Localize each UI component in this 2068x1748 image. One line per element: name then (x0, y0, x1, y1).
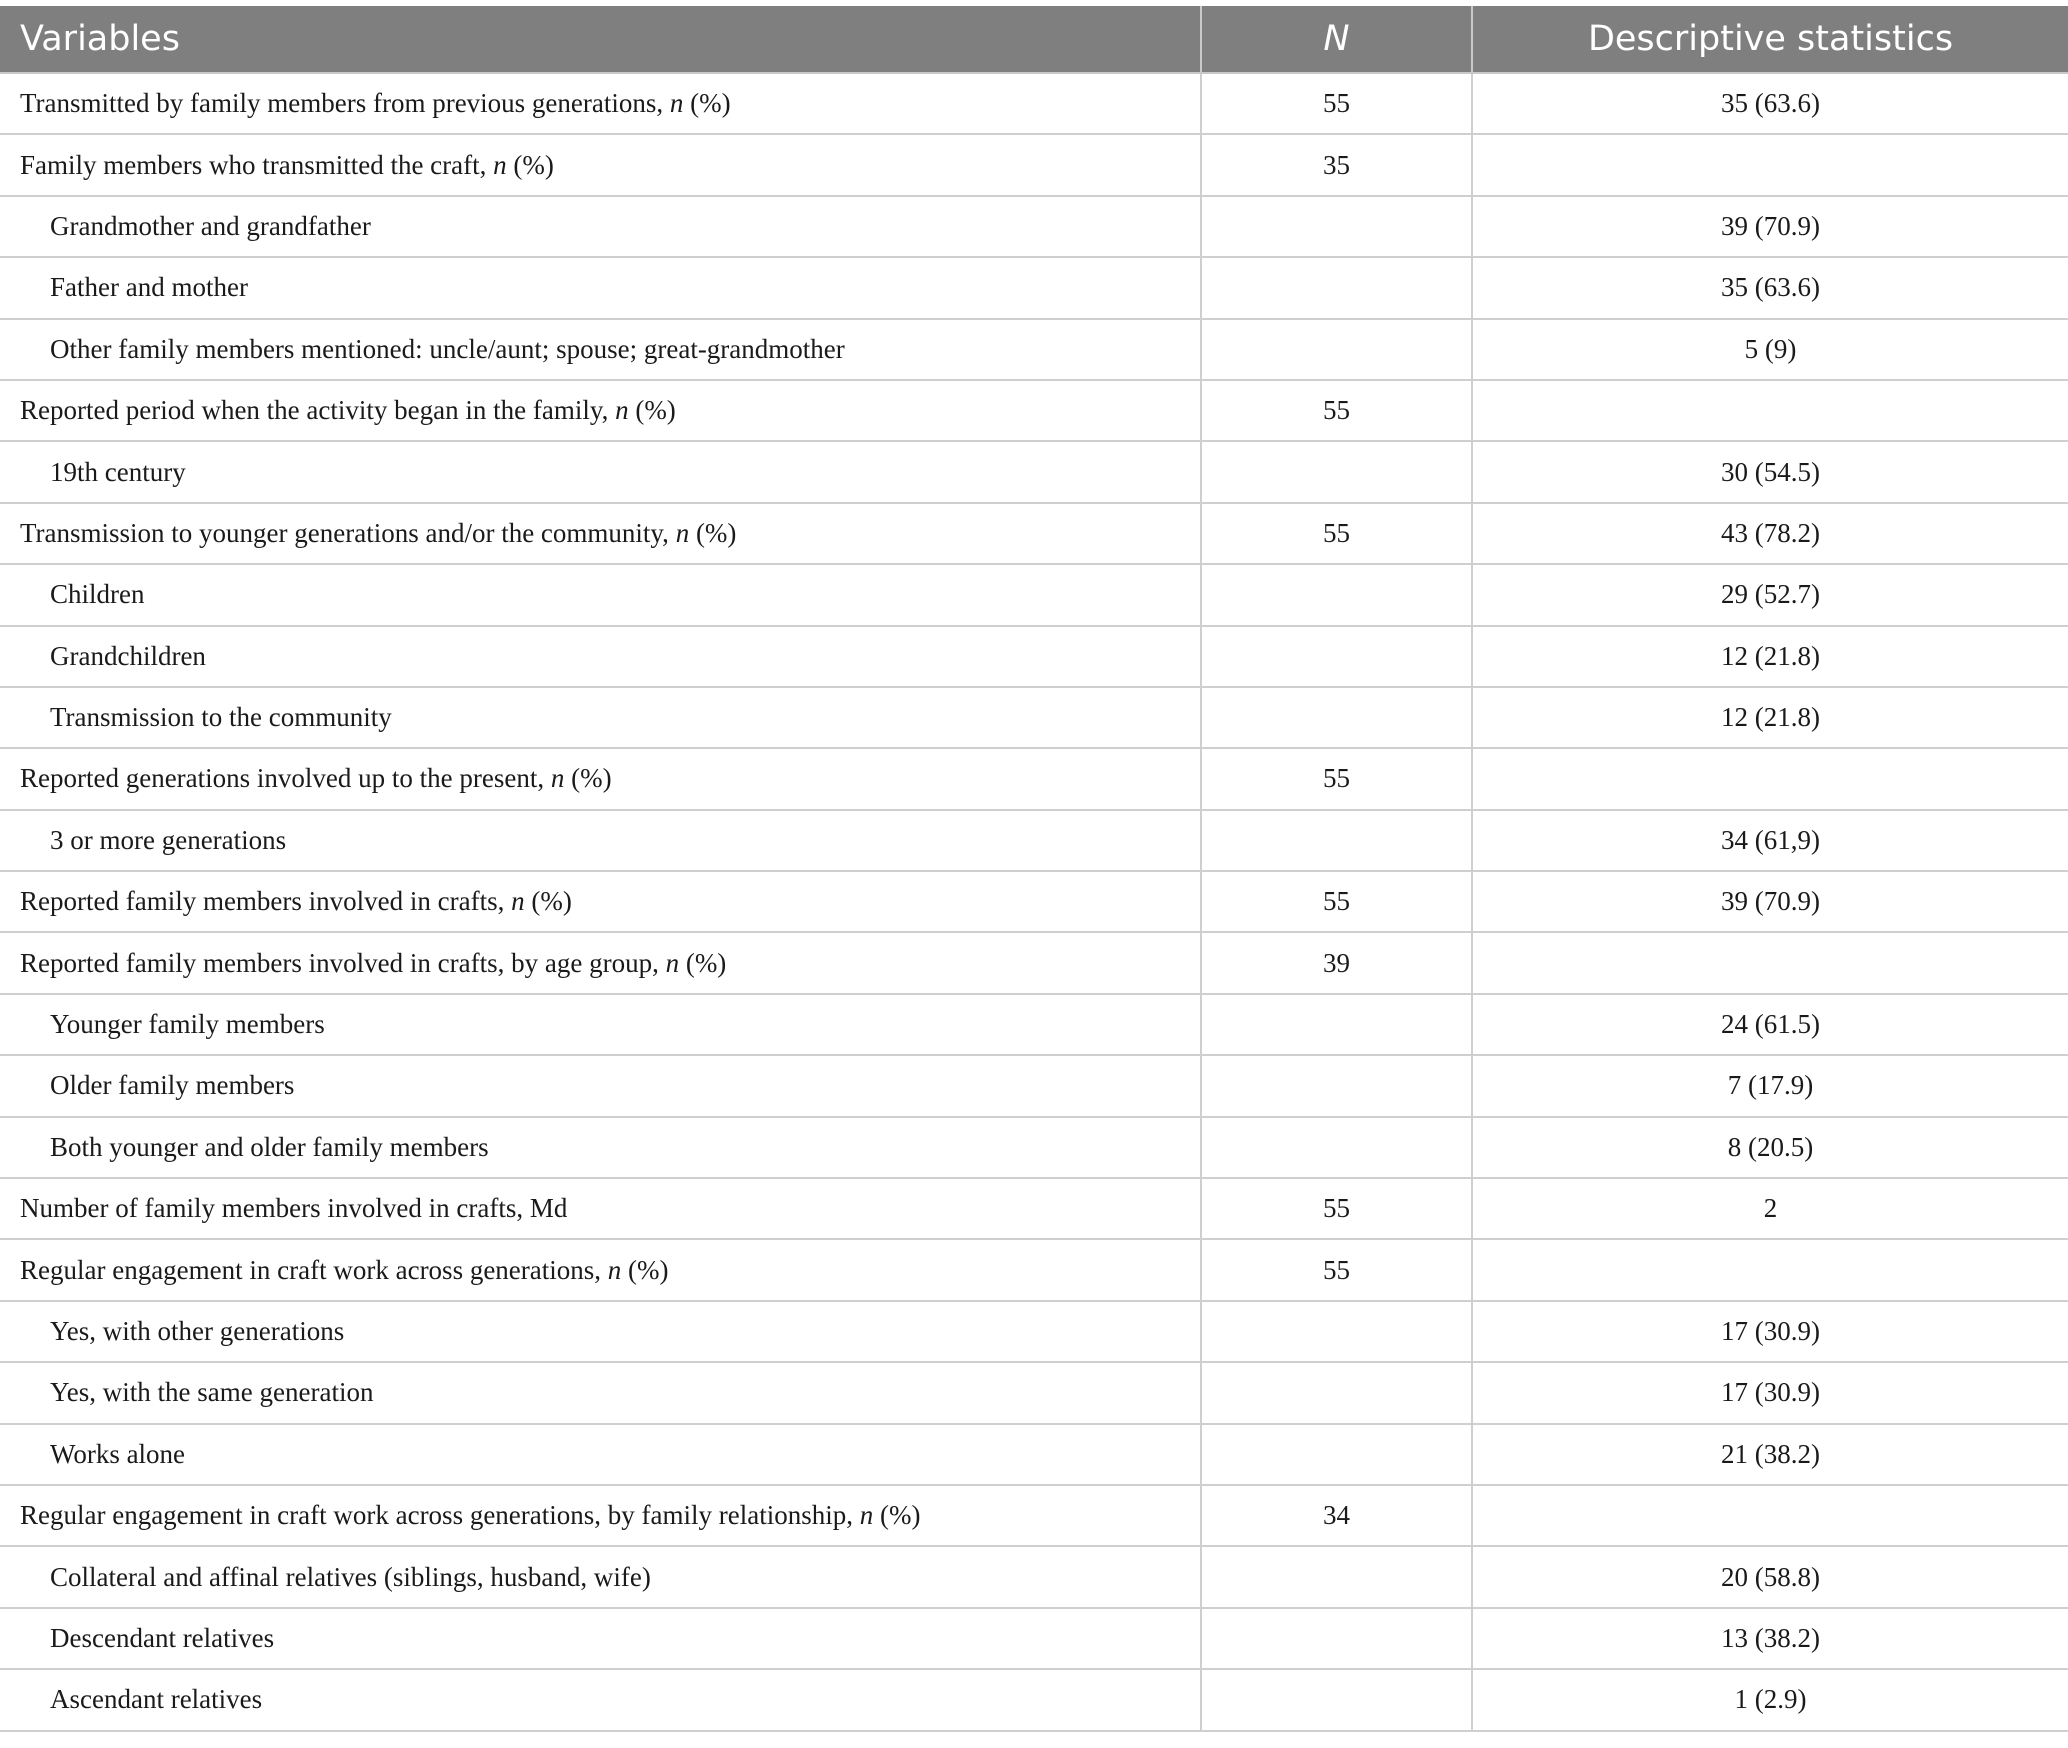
variable-cell (0, 1424, 1201, 1485)
variable-cell (0, 1178, 1201, 1239)
descriptive-statistic-cell: 1 (2.9) (1472, 1669, 2068, 1730)
descriptive-statistic-cell: 30 (54.5) (1472, 441, 2068, 502)
n-cell: 39 (1201, 932, 1472, 993)
variable-cell (0, 1362, 1201, 1423)
descriptive-statistic-cell: 7 (17.9) (1472, 1055, 2068, 1116)
variable-cell (0, 626, 1201, 687)
variable-cell (0, 503, 1201, 564)
variable-label: Number of family members involved in crafts, Md (20, 1193, 568, 1224)
n-cell: 55 (1201, 503, 1472, 564)
variable-cell (0, 1117, 1201, 1178)
variable-label: Collateral and affinal relatives (siblings, husband, wife) (50, 1561, 651, 1592)
variable-label: Transmission to younger generations and/or the community, (20, 517, 676, 548)
descriptive-statistic-cell: 17 (30.9) (1472, 1362, 2068, 1423)
table-row-variable (0, 871, 2068, 932)
variable-cell (0, 441, 1201, 502)
table-row-subitem (0, 1117, 2068, 1178)
descriptive-statistic-cell: 43 (78.2) (1472, 503, 2068, 564)
variable-cell (0, 748, 1201, 809)
variable-cell (0, 134, 1201, 195)
table-row-subitem (0, 810, 2068, 871)
descriptive-statistic-cell: 20 (58.8) (1472, 1546, 2068, 1607)
table-row-variable (0, 503, 2068, 564)
table-row-subitem (0, 1055, 2068, 1116)
stat-suffix: (%) (524, 886, 572, 917)
stat-marker: n (675, 517, 690, 548)
descriptive-statistic-cell: 5 (9) (1472, 319, 2068, 380)
table-row-subitem (0, 441, 2068, 502)
variable-cell (0, 1485, 1201, 1546)
n-cell (1201, 1669, 1472, 1730)
descriptive-statistic-cell: 24 (61.5) (1472, 994, 2068, 1055)
stat-suffix: (%) (679, 947, 727, 978)
descriptive-statistic-cell (1472, 932, 2068, 993)
n-cell: 55 (1201, 1178, 1472, 1239)
table-row-subitem (0, 1362, 2068, 1423)
column-header-n: N (1201, 6, 1472, 73)
table-row-variable (0, 1239, 2068, 1300)
stat-suffix: (%) (683, 88, 731, 119)
variable-label: Yes, with other generations (50, 1316, 345, 1346)
variable-label: 3 or more generations (50, 824, 287, 855)
variable-label: Transmitted by family members from previous generations, (20, 88, 670, 119)
table-row-variable (0, 932, 2068, 993)
descriptive-statistic-cell: 21 (38.2) (1472, 1424, 2068, 1485)
n-cell (1201, 1362, 1472, 1423)
table-row-subitem (0, 1669, 2068, 1730)
stat-marker: n (511, 886, 525, 917)
descriptive-statistic-cell: 29 (52.7) (1472, 564, 2068, 625)
table-row-subitem (0, 1424, 2068, 1485)
table-row-subitem (0, 1608, 2068, 1669)
descriptive-statistic-cell: 13 (38.2) (1472, 1608, 2068, 1669)
stat-marker: n (550, 763, 565, 794)
descriptive-statistic-cell: 12 (21.8) (1472, 687, 2068, 748)
variable-label: Older family members (50, 1070, 295, 1101)
n-cell (1201, 626, 1472, 687)
descriptive-statistic-cell: 2 (1472, 1178, 2068, 1239)
variable-label: Both younger and older family members (50, 1131, 489, 1162)
variable-label: Reported family members involved in crafts, (20, 886, 512, 917)
variable-label: Grandmother and grandfather (50, 210, 371, 241)
variable-label: Younger family members (50, 1009, 325, 1040)
stat-marker: n (665, 947, 680, 978)
n-cell (1201, 810, 1472, 871)
table-row-subitem (0, 319, 2068, 380)
stat-marker: n (669, 88, 684, 119)
variable-cell (0, 380, 1201, 441)
table-row-variable (0, 380, 2068, 441)
stat-suffix: (%) (621, 1254, 669, 1285)
n-cell (1201, 1117, 1472, 1178)
n-cell: 55 (1201, 871, 1472, 932)
table-row-subitem (0, 1546, 2068, 1607)
n-cell (1201, 1424, 1472, 1485)
variable-label: Regular engagement in craft work across generations, (20, 1254, 608, 1285)
table-row-subitem (0, 687, 2068, 748)
column-header-descriptive-statistics: Descriptive statistics (1472, 6, 2068, 73)
variable-label: Reported generations involved up to the present, (20, 763, 551, 794)
n-cell (1201, 994, 1472, 1055)
variable-cell (0, 319, 1201, 380)
descriptive-statistic-cell: 34 (61,9) (1472, 810, 2068, 871)
table-row-subitem (0, 626, 2068, 687)
descriptive-statistic-cell (1472, 1485, 2068, 1546)
variable-label: Father and mother (50, 272, 248, 303)
descriptive-statistic-cell (1472, 134, 2068, 195)
variable-label: Transmission to the community (50, 702, 392, 733)
variable-cell (0, 257, 1201, 318)
stat-suffix: (%) (564, 763, 612, 794)
n-cell (1201, 1055, 1472, 1116)
descriptive-statistic-cell: 35 (63.6) (1472, 257, 2068, 318)
n-cell: 55 (1201, 1239, 1472, 1300)
descriptive-statistics-table (0, 6, 2068, 1732)
descriptive-statistic-cell (1472, 1239, 2068, 1300)
variable-cell (0, 196, 1201, 257)
variable-cell (0, 1608, 1201, 1669)
n-cell (1201, 564, 1472, 625)
stat-marker: n (607, 1254, 622, 1285)
variable-label: 19th century (50, 456, 186, 487)
n-cell: 55 (1201, 380, 1472, 441)
descriptive-statistic-cell (1472, 748, 2068, 809)
table-row-subitem (0, 196, 2068, 257)
variable-label: Children (50, 579, 145, 610)
variable-cell (0, 1239, 1201, 1300)
table-body (0, 73, 2068, 1731)
table-row-subitem (0, 257, 2068, 318)
variable-cell (0, 1546, 1201, 1607)
variable-label: Regular engagement in craft work across generations, by family relationship, (20, 1500, 860, 1531)
stat-marker: n (615, 395, 629, 426)
table-header (0, 6, 2068, 73)
table-row-variable (0, 134, 2068, 195)
table-row-variable (0, 73, 2068, 134)
descriptive-statistic-cell: 39 (70.9) (1472, 196, 2068, 257)
variable-label: Other family members mentioned: uncle/aunt; spouse; great-grandmother (50, 333, 845, 364)
stat-suffix: (%) (506, 149, 554, 180)
variable-cell (0, 994, 1201, 1055)
variable-cell (0, 564, 1201, 625)
n-cell: 55 (1201, 73, 1472, 134)
descriptive-statistic-cell: 35 (63.6) (1472, 73, 2068, 134)
variable-label: Reported family members involved in crafts, by age group, (20, 947, 666, 978)
descriptive-statistic-cell: 12 (21.8) (1472, 626, 2068, 687)
descriptive-statistic-cell: 8 (20.5) (1472, 1117, 2068, 1178)
variable-cell (0, 1669, 1201, 1730)
n-cell: 35 (1201, 134, 1472, 195)
table-row-subitem (0, 994, 2068, 1055)
variable-label: Family members who transmitted the craft, (20, 149, 494, 180)
variable-label: Yes, with the same generation (50, 1377, 374, 1408)
table-row-variable (0, 1178, 2068, 1239)
variable-label: Reported period when the activity began in the family, (20, 395, 616, 426)
stat-suffix: (%) (689, 517, 737, 548)
table-row-variable (0, 748, 2068, 809)
n-cell (1201, 196, 1472, 257)
column-header-variables: Variables (0, 6, 1201, 73)
stat-marker: n (493, 149, 507, 180)
header-row (0, 6, 2068, 73)
stat-suffix: (%) (873, 1500, 921, 1531)
table-row-subitem (0, 564, 2068, 625)
n-cell (1201, 441, 1472, 502)
descriptive-statistic-cell: 39 (70.9) (1472, 871, 2068, 932)
variable-cell (0, 871, 1201, 932)
table-row-subitem (0, 1301, 2068, 1362)
n-cell (1201, 257, 1472, 318)
stat-suffix: (%) (628, 395, 676, 426)
stat-marker: n (859, 1500, 874, 1531)
variable-cell (0, 932, 1201, 993)
descriptive-statistic-cell (1472, 380, 2068, 441)
n-cell: 34 (1201, 1485, 1472, 1546)
variable-label: Works alone (50, 1438, 186, 1469)
table-row-variable (0, 1485, 2068, 1546)
variable-cell (0, 73, 1201, 134)
variable-cell (0, 687, 1201, 748)
n-cell (1201, 687, 1472, 748)
n-cell (1201, 319, 1472, 380)
descriptive-statistic-cell: 17 (30.9) (1472, 1301, 2068, 1362)
variable-label: Descendant relatives (50, 1622, 275, 1653)
n-cell (1201, 1608, 1472, 1669)
variable-label: Ascendant relatives (50, 1684, 263, 1715)
n-cell (1201, 1301, 1472, 1362)
variable-cell (0, 1301, 1201, 1362)
variable-cell (0, 810, 1201, 871)
n-cell (1201, 1546, 1472, 1607)
n-cell: 55 (1201, 748, 1472, 809)
variable-label: Grandchildren (50, 640, 206, 671)
variable-cell (0, 1055, 1201, 1116)
